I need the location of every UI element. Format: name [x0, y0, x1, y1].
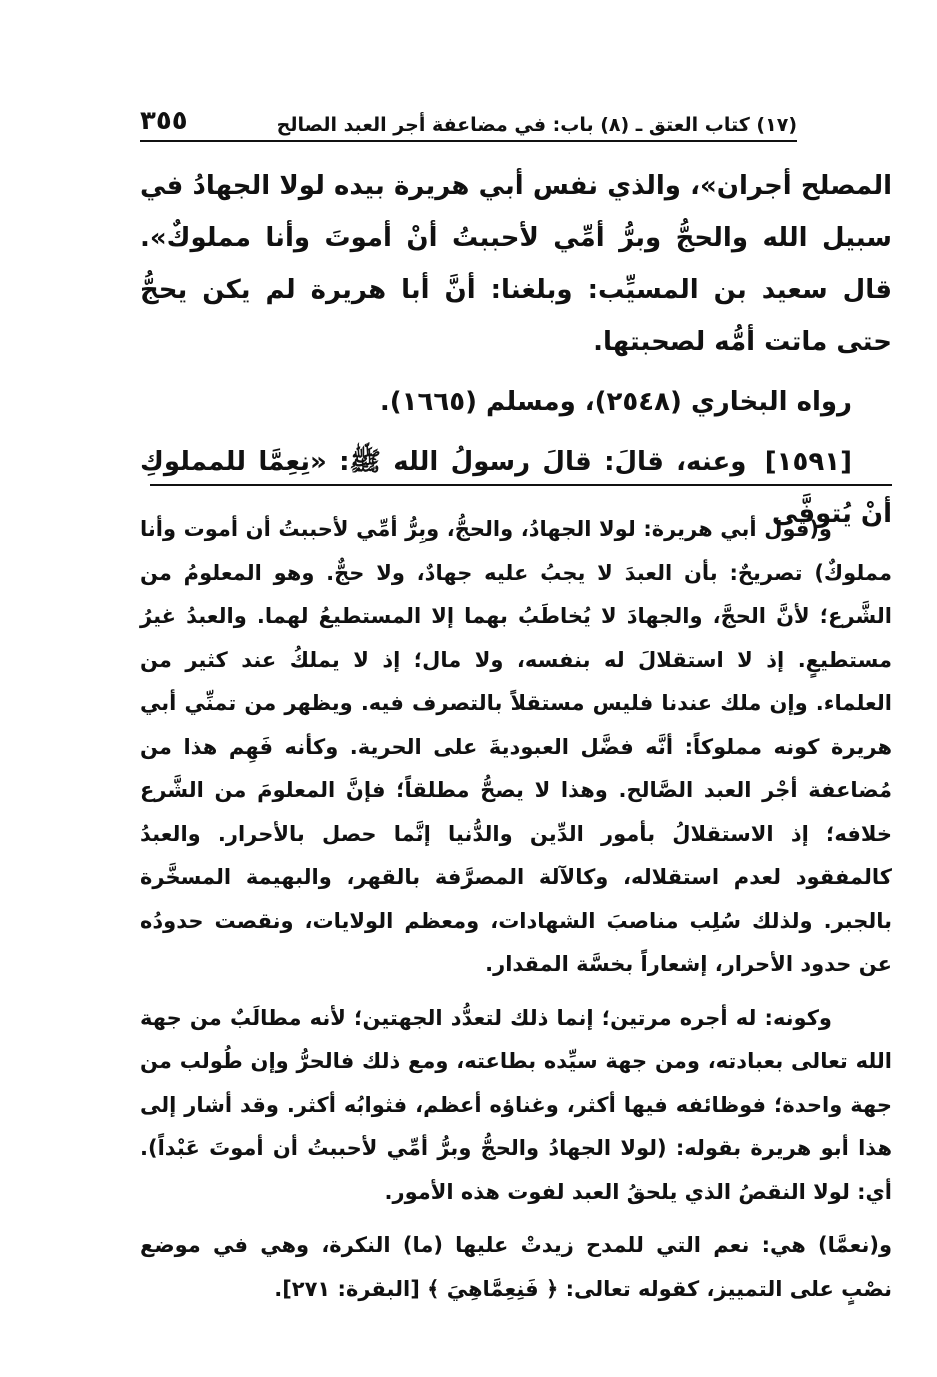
- running-header: [140, 96, 797, 136]
- hadith-number: [١٥٩١]: [764, 447, 852, 477]
- commentary-paragraph: وكونه: له أجره مرتين؛ إنما ذلك لتعدُّد الجهتين؛ لأنه مطالَبٌ من جهة الله تعالى بعبادته، ومن جهة سيِّده بطاعته، ومع ذلك فالحرُّ وإن طُولب من جهة واحدة؛ فوظائفه فيها أكثر، وغناؤه أعظم، فثوابُه أكثر. وقد أشار إلى هذا أبو هريرة بقوله: (لولا الجهادُ والحجُّ وبرُّ أمِّي لأحببتُ أن أموتَ عَبْداً). أي: لولا النقصُ الذي يلحقُ العبد لفوت هذه الأمور.: [140, 1005, 892, 1204]
- commentary-paragraph: و(نعمَّا) هي: نعم التي للمدح زيدتْ عليها (ما) النكرة، وهي في موضع نصْبٍ على التمييز، كقوله تعالى: ﴿ فَنِعِمَّاهِيَ ﴾ [البقرة: ٢٧١].: [140, 1233, 892, 1301]
- footnote-divider: [150, 484, 892, 486]
- hadith-opening: وعنه، قالَ: قالَ رسولُ الله ﷺ: «نِعِمَّا للمملوكِ أنْ يُتوفَّى: [140, 447, 892, 529]
- commentary-paragraph: و(قول أبي هريرة: لولا الجهادُ، والحجُّ، وبِرُّ أمِّي لأحببتُ أن أموت وأنا مملوكٌ) تصريحٌ: بأن العبدَ لا يجبُ عليه جهادٌ، ولا حجٌّ. وهو المعلومُ من الشَّرع؛ لأنَّ الحجَّ، والجهادَ لا يُخاطَبُ بهما إلا المستطيعُ لهما. والعبدُ غيرُ مستطيعٍ. إذ لا استقلالَ له بنفسه، ولا مال؛ إذ لا يملكُ عند كثير من العلماء. وإن ملك عندنا فليس مستقلاً بالتصرف فيه. ويظهر من تمنِّي أبي هريرة كونه مملوكاً: أنَّه فضَّل العبوديةَ على الحرية. وكأنه فَهِم هذا من مُضاعفة أجْر العبد الصَّالح. وهذا لا يصحُّ مطلقاً؛ فإنَّ المعلومَ من الشَّرع خلافه؛ إذ الاستقلالُ بأمور الدِّين والدُّنيا إنَّما حصل بالأحرار. والعبدُ كالمفقود لعدم استقلاله، وكالآلة المصرَّفة بالقهر، والبهيمة المسخَّرة بالجبر. ولذلك سُلِب مناصبَ الشهادات، ومعظم الولايات، ونقصت حدودُه عن حدود الأحرار، إشعاراً بخسَّة المقدار.: [140, 517, 892, 976]
- hadith-source: رواه البخاري (٢٥٤٨)، ومسلم (١٦٦٥).: [379, 387, 852, 417]
- running-title: (١٧) كتاب العتق ـ (٨) باب: في مضاعفة أجر العبد الصالح: [276, 114, 797, 136]
- commentary-section: [140, 508, 892, 1321]
- hadith-text: [140, 160, 892, 540]
- header-rule: [140, 140, 797, 142]
- page-number: ٣٥٥: [140, 106, 188, 136]
- hadith-paragraph: المصلح أجران»، والذي نفس أبي هريرة بيده لولا الجهادُ في سبيل الله والحجُّ وبرُّ أمِّي لأحببتُ أنْ أموتَ وأنا مملوكٌ». قال سعيد بن المسيِّب: وبلغنا: أنَّ أبا هريرة لم يكن يحجُّ حتى ماتت أمُّه لصحبتها.: [140, 171, 892, 357]
